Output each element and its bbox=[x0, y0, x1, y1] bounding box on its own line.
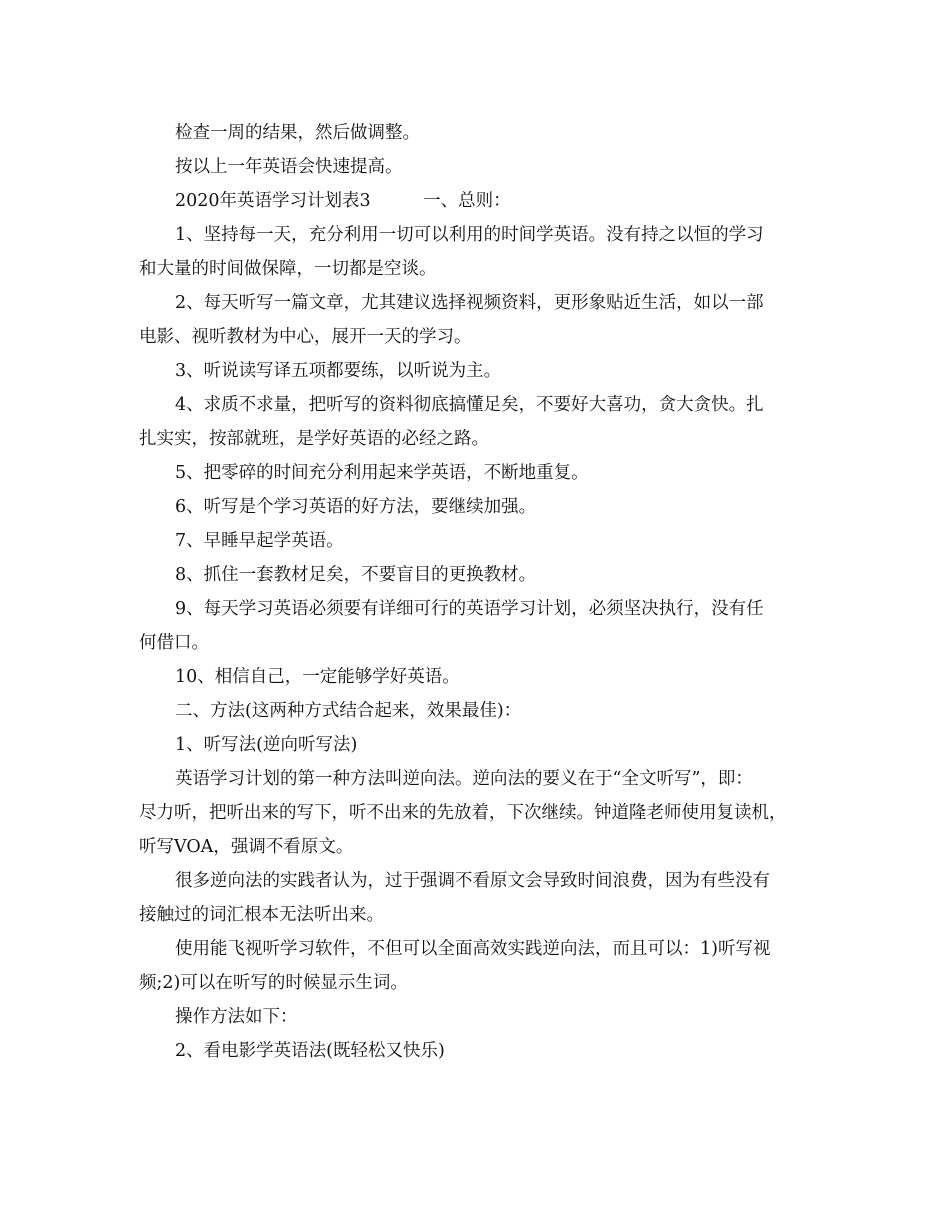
text-line: 检查一周的结果，然后做调整。 bbox=[175, 123, 420, 143]
text-line: 按以上一年英语会快速提高。 bbox=[175, 157, 403, 177]
text-line: 何借口。 bbox=[139, 633, 209, 653]
paragraph bbox=[139, 728, 811, 762]
paragraph bbox=[139, 660, 811, 694]
text-line: 3、听说读写译五项都要练，以听说为主。 bbox=[175, 361, 502, 381]
paragraph bbox=[139, 694, 811, 728]
text-line: 9、每天学习英语必须要有详细可行的英语学习计划，必须坚决执行，没有任 bbox=[175, 599, 764, 619]
text-line: 很多逆向法的实践者认为，过于强调不看原文会导致时间浪费，因为有些没有 bbox=[175, 871, 770, 891]
text-line: 8、抓住一套教材足矣，不要盲目的更换教材。 bbox=[175, 565, 537, 585]
paragraph bbox=[139, 354, 811, 388]
paragraph bbox=[139, 558, 811, 592]
text-line: 频;2)可以在听写的时候显示生词。 bbox=[139, 973, 408, 993]
paragraph bbox=[139, 286, 811, 354]
paragraph bbox=[139, 456, 811, 490]
paragraph bbox=[139, 864, 811, 932]
text-line: 二、方法(这两种方式结合起来，效果最佳)： bbox=[175, 701, 522, 721]
paragraph bbox=[139, 218, 811, 286]
paragraph bbox=[139, 1034, 811, 1068]
paragraph bbox=[139, 932, 811, 1000]
paragraph bbox=[139, 490, 811, 524]
paragraph bbox=[139, 1000, 811, 1034]
paragraph bbox=[139, 388, 811, 456]
text-line: 4、求质不求量，把听写的资料彻底搞懂足矣，不要好大喜功，贪大贪快。扎 bbox=[175, 395, 764, 415]
text-line: 5、把零碎的时间充分利用起来学英语，不断地重复。 bbox=[175, 463, 589, 483]
text-line: 2020年英语学习计划表3 一、总则： bbox=[175, 191, 511, 211]
paragraph bbox=[139, 592, 811, 660]
text-line: 7、早睡早起学英语。 bbox=[175, 531, 344, 551]
text-line: 10、相信自己，一定能够学好英语。 bbox=[175, 667, 460, 687]
document-body bbox=[139, 116, 811, 1068]
text-line: 接触过的词汇根本无法听出来。 bbox=[139, 905, 384, 925]
paragraph bbox=[139, 116, 811, 150]
text-line: 操作方法如下： bbox=[175, 1007, 298, 1027]
text-line: 听写VOA，强调不看原文。 bbox=[139, 837, 354, 857]
paragraph bbox=[139, 150, 811, 184]
text-line: 1、听写法(逆向听写法) bbox=[175, 735, 358, 755]
text-line: 和大量的时间做保障，一切都是空谈。 bbox=[139, 259, 437, 279]
text-line: 6、听写是个学习英语的好方法，要继续加强。 bbox=[175, 497, 537, 517]
text-line: 2、看电影学英语法(既轻松又快乐) bbox=[175, 1041, 445, 1061]
text-line: 扎实实，按部就班，是学好英语的必经之路。 bbox=[139, 429, 489, 449]
text-line: 尽力听，把听出来的写下，听不出来的先放着，下次继续。钟道隆老师使用复读机， bbox=[139, 803, 787, 823]
text-line: 电影、视听教材为中心，展开一天的学习。 bbox=[139, 327, 472, 347]
paragraph bbox=[139, 524, 811, 558]
text-line: 1、坚持每一天，充分利用一切可以利用的时间学英语。没有持之以恒的学习 bbox=[175, 225, 764, 245]
paragraph bbox=[139, 184, 811, 218]
text-line: 使用能飞视听学习软件，不但可以全面高效实践逆向法，而且可以：1)听写视 bbox=[175, 939, 771, 959]
paragraph bbox=[139, 762, 811, 864]
text-line: 2、每天听写一篇文章，尤其建议选择视频资料，更形象贴近生活，如以一部 bbox=[175, 293, 764, 313]
text-line: 英语学习计划的第一种方法叫逆向法。逆向法的要义在于“全文听写”，即： bbox=[175, 769, 753, 789]
